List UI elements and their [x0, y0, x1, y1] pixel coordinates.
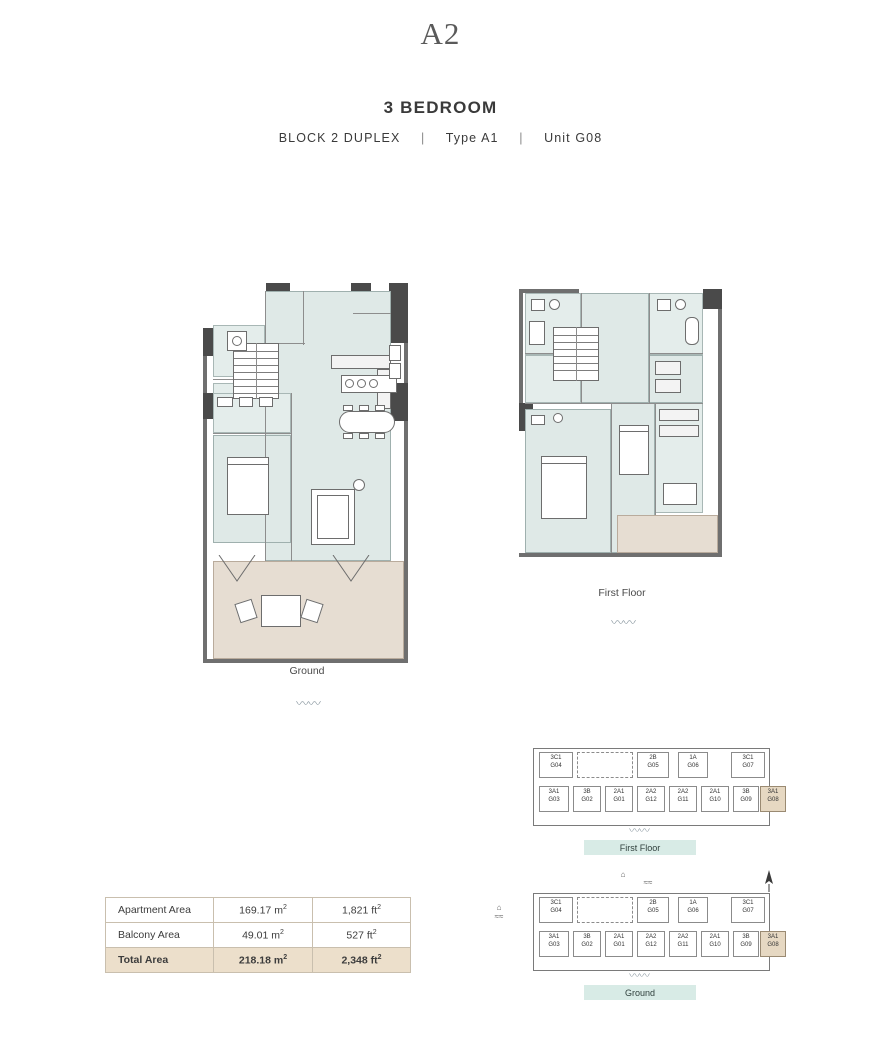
cell-unit: G04: [550, 907, 562, 914]
cell-unit: G10: [709, 941, 721, 948]
keyplan-cell-highlighted[interactable]: [760, 931, 786, 957]
cell-unit: G11: [677, 941, 689, 948]
opening-marker-right-icon: [331, 555, 371, 583]
row-label: Total Area: [106, 948, 214, 973]
block-label: BLOCK 2 DUPLEX: [278, 131, 401, 145]
bedroom-count-label: 3 BEDROOM: [383, 98, 498, 117]
first-plan-caption: First Floor: [598, 587, 646, 599]
opening-marker-left-icon: [217, 555, 257, 583]
bed-icon-2: [619, 431, 649, 475]
keyplan-cell[interactable]: [733, 786, 759, 812]
cell-type: 3C1: [742, 900, 754, 906]
cell-unit: G01: [613, 796, 625, 803]
cell-type: 3C1: [550, 755, 562, 761]
keyplan-cell[interactable]: [539, 897, 573, 923]
cell-unit: G08: [767, 796, 779, 803]
metric-unit-sup: 2: [280, 928, 284, 936]
cell-type: 3A1: [548, 934, 560, 940]
row-imperial: [313, 948, 411, 973]
cell-unit: G05: [647, 907, 659, 914]
cell-unit: G06: [687, 762, 699, 769]
cell-type: 3B: [742, 789, 750, 795]
imperial-value: 1,821 ft: [342, 904, 378, 917]
cell-type: 2A1: [613, 789, 625, 795]
cell-unit: G12: [645, 941, 657, 948]
keyplan-cell[interactable]: [733, 931, 759, 957]
metric-value: 169.17 m: [239, 904, 283, 917]
keyplan-band-label: First Floor: [584, 840, 696, 855]
water-wave-icon-context: ≈≈: [643, 878, 653, 887]
keyplan-cell[interactable]: [637, 752, 669, 778]
imperial-unit-sup: 2: [377, 903, 381, 911]
bed-icon: [541, 463, 587, 519]
row-metric: [213, 923, 312, 948]
building-icon-left: ⌂ ≈≈: [494, 903, 504, 921]
keyplan-cell[interactable]: [605, 786, 633, 812]
cell-unit: G07: [742, 762, 754, 769]
table-row-total: [106, 948, 411, 973]
keyplan-cell[interactable]: [701, 931, 729, 957]
water-wave-icon-ground: 〰〰: [296, 696, 321, 711]
cell-type: 3A1: [548, 789, 560, 795]
metric-value: 218.18 m: [238, 954, 284, 967]
cell-type: 3C1: [550, 900, 562, 906]
keyplan-cell[interactable]: [669, 786, 697, 812]
metric-value: 49.01 m: [242, 929, 281, 942]
keyplan-core: [577, 752, 633, 778]
cell-unit: G03: [548, 941, 560, 948]
north-arrow-icon: [762, 870, 776, 892]
row-metric: [213, 898, 312, 923]
keyplan-cell[interactable]: [678, 897, 708, 923]
keyplan-cell[interactable]: [637, 931, 665, 957]
cell-unit: G11: [677, 796, 689, 803]
cell-unit: G09: [740, 796, 752, 803]
type-label: Type A1: [445, 131, 499, 145]
cell-type: 3B: [742, 934, 750, 940]
separator-2: |: [519, 131, 524, 145]
keyplan-cell-highlighted[interactable]: [760, 786, 786, 812]
cell-type: 2A1: [709, 789, 721, 795]
keyplan-cell[interactable]: [573, 931, 601, 957]
keyplan-cell[interactable]: [701, 786, 729, 812]
ground-plan-caption: Ground: [289, 665, 325, 677]
unit-label: Unit G08: [544, 131, 603, 145]
keyplan-cell[interactable]: [678, 752, 708, 778]
table-row: [106, 898, 411, 923]
metric-unit-sup: 2: [283, 953, 288, 961]
cell-unit: G03: [548, 796, 560, 803]
cell-unit: G02: [581, 796, 593, 803]
first-floor-key-plan: [519, 748, 785, 868]
keyplan-cell[interactable]: [539, 931, 569, 957]
water-wave-icon-keyplan: 〰〰: [629, 970, 649, 982]
cell-type: 3C1: [742, 755, 754, 761]
keyplan-core: [577, 897, 633, 923]
imperial-value: 2,348 ft: [341, 954, 378, 967]
cell-type: 3A1: [767, 934, 779, 940]
table-row: [106, 923, 411, 948]
cell-unit: G09: [740, 941, 752, 948]
cell-type: 2B: [649, 900, 657, 906]
cell-type: 2A2: [677, 789, 689, 795]
cell-unit: G10: [709, 796, 721, 803]
ground-floor-key-plan: [519, 893, 785, 1013]
cell-type: 3B: [583, 789, 591, 795]
keyplan-cell[interactable]: [731, 752, 765, 778]
bed-icon: [227, 463, 269, 515]
cell-unit: G04: [550, 762, 562, 769]
keyplan-band-label: Ground: [584, 985, 696, 1000]
water-wave-icon-first: 〰〰: [611, 615, 636, 630]
first-floor-drawing: [519, 283, 722, 560]
row-label: Apartment Area: [106, 898, 214, 923]
keyplan-cell[interactable]: [573, 786, 601, 812]
cell-type: 3B: [583, 934, 591, 940]
cell-unit: G08: [767, 941, 779, 948]
metric-unit-sup: 2: [282, 903, 287, 911]
cell-unit: G07: [742, 907, 754, 914]
separator-1: |: [421, 131, 426, 145]
cell-type: 2A2: [645, 789, 657, 795]
terrace-table-icon: [261, 595, 301, 627]
cell-type: 2A1: [709, 934, 721, 940]
cell-type: 1A: [689, 755, 697, 761]
cell-type: 3A1: [767, 789, 779, 795]
row-imperial: [313, 898, 411, 923]
cell-unit: G06: [687, 907, 699, 914]
imperial-unit-sup: 2: [377, 953, 382, 961]
keyplan-cell[interactable]: [539, 786, 569, 812]
building-icon-top: ⌂: [620, 870, 626, 879]
dining-table-icon: [339, 411, 395, 433]
keyplan-cell[interactable]: [539, 752, 573, 778]
cell-unit: G01: [613, 941, 625, 948]
row-imperial: [313, 923, 411, 948]
keyplan-cell[interactable]: [731, 897, 765, 923]
ground-floor-drawing: [203, 283, 408, 658]
cell-unit: G12: [645, 796, 657, 803]
cell-type: 2A2: [645, 934, 657, 940]
imperial-unit-sup: 2: [372, 928, 377, 936]
page-title: A2: [420, 16, 461, 51]
water-wave-icon-keyplan: 〰〰: [629, 825, 649, 837]
cell-type: 1A: [689, 900, 697, 906]
imperial-value: 527 ft: [346, 929, 373, 942]
cell-type: 2B: [649, 755, 657, 761]
row-metric: [213, 948, 312, 973]
cell-unit: G05: [647, 762, 659, 769]
cell-type: 2A2: [677, 934, 689, 940]
area-table: [105, 897, 411, 973]
keyplan-cell[interactable]: [637, 786, 665, 812]
cell-type: 2A1: [613, 934, 625, 940]
row-label: Balcony Area: [106, 923, 214, 948]
cell-unit: G02: [581, 941, 593, 948]
keyplan-cell[interactable]: [669, 931, 697, 957]
keyplan-cell[interactable]: [637, 897, 669, 923]
keyplan-cell[interactable]: [605, 931, 633, 957]
